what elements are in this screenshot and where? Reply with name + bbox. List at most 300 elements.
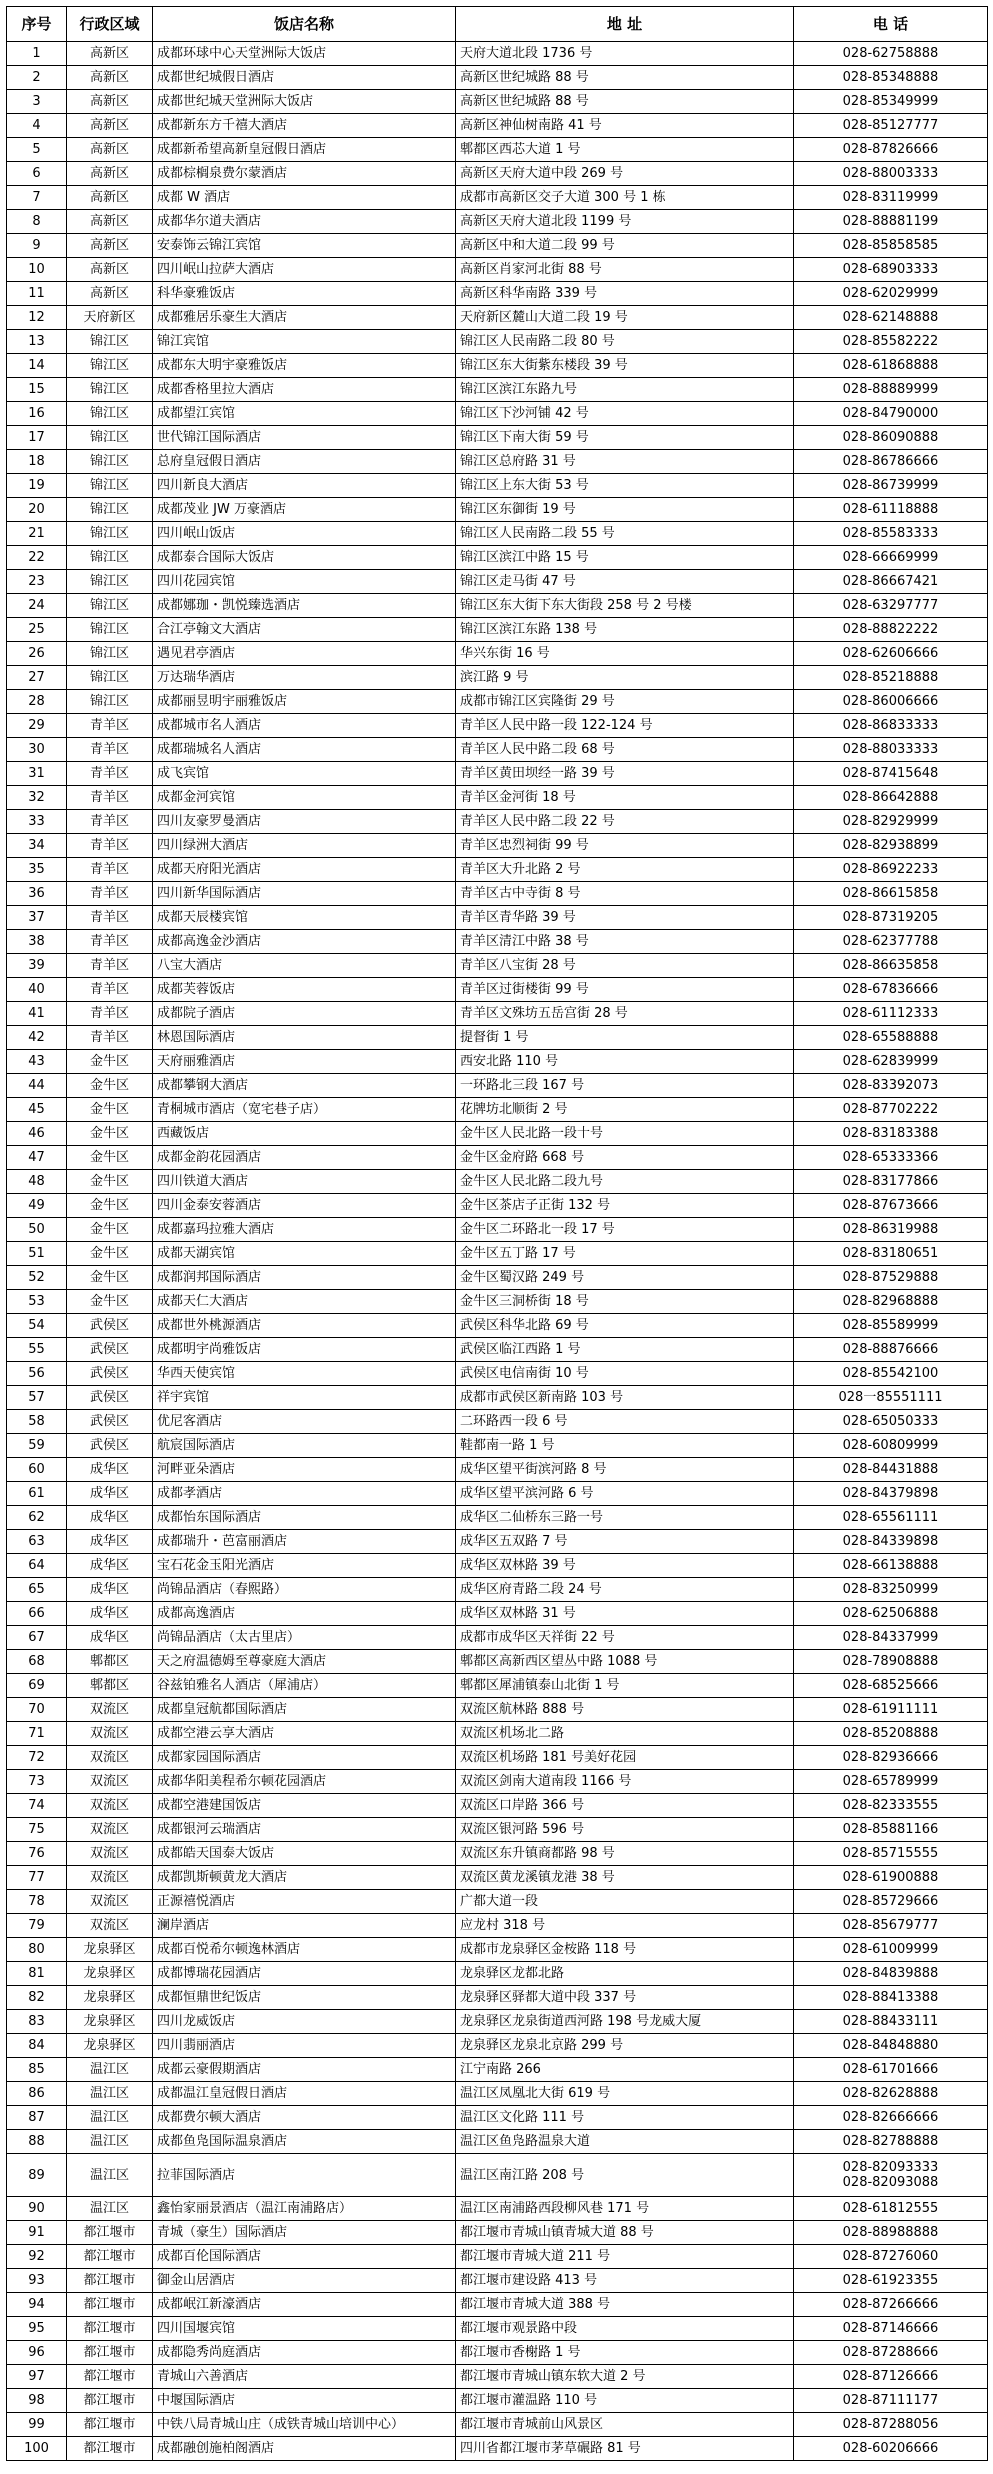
cell-phone: 028-61118888 bbox=[794, 498, 988, 522]
cell-no: 88 bbox=[7, 2130, 67, 2154]
cell-address: 都江堰市灌温路 110 号 bbox=[456, 2389, 794, 2413]
cell-phone: 028-62606666 bbox=[794, 642, 988, 666]
cell-hotel-name: 四川新华国际酒店 bbox=[153, 882, 456, 906]
table-row bbox=[7, 1218, 988, 1242]
cell-phone: 028-82333555 bbox=[794, 1794, 988, 1818]
table-row bbox=[7, 954, 988, 978]
cell-address: 郫都区西芯大道 1 号 bbox=[456, 138, 794, 162]
cell-phone: 028-63297777 bbox=[794, 594, 988, 618]
table-row bbox=[7, 2197, 988, 2221]
cell-no: 27 bbox=[7, 666, 67, 690]
cell-address: 双流区航林路 888 号 bbox=[456, 1698, 794, 1722]
cell-district: 高新区 bbox=[67, 234, 153, 258]
cell-district: 都江堰市 bbox=[67, 2341, 153, 2365]
cell-no: 86 bbox=[7, 2082, 67, 2106]
cell-hotel-name: 成都融创施柏阁酒店 bbox=[153, 2437, 456, 2461]
cell-address: 一环路北三段 167 号 bbox=[456, 1074, 794, 1098]
table-row bbox=[7, 666, 988, 690]
cell-district: 金牛区 bbox=[67, 1122, 153, 1146]
cell-no: 65 bbox=[7, 1578, 67, 1602]
cell-district: 金牛区 bbox=[67, 1146, 153, 1170]
cell-no: 72 bbox=[7, 1746, 67, 1770]
cell-address: 武侯区科华北路 69 号 bbox=[456, 1314, 794, 1338]
cell-phone: 028-62029999 bbox=[794, 282, 988, 306]
cell-address: 四川省都江堰市茅草碾路 81 号 bbox=[456, 2437, 794, 2461]
cell-phone: 028-82628888 bbox=[794, 2082, 988, 2106]
cell-phone: 028-84337999 bbox=[794, 1626, 988, 1650]
cell-address: 锦江区东御街 19 号 bbox=[456, 498, 794, 522]
cell-no: 92 bbox=[7, 2245, 67, 2269]
cell-no: 30 bbox=[7, 738, 67, 762]
cell-phone: 028-67836666 bbox=[794, 978, 988, 1002]
cell-hotel-name: 成都高逸金沙酒店 bbox=[153, 930, 456, 954]
cell-no: 37 bbox=[7, 906, 67, 930]
cell-district: 都江堰市 bbox=[67, 2413, 153, 2437]
cell-hotel-name: 成都润邦国际酒店 bbox=[153, 1266, 456, 1290]
cell-address: 高新区肖家河北街 88 号 bbox=[456, 258, 794, 282]
cell-address: 锦江区下南大街 59 号 bbox=[456, 426, 794, 450]
table-row bbox=[7, 2082, 988, 2106]
cell-phone: 028-87266666 bbox=[794, 2293, 988, 2317]
cell-address: 双流区剑南大道南段 1166 号 bbox=[456, 1770, 794, 1794]
cell-address: 青羊区大升北路 2 号 bbox=[456, 858, 794, 882]
cell-address: 双流区机场路 181 号美好花园 bbox=[456, 1746, 794, 1770]
cell-phone: 028-85582222 bbox=[794, 330, 988, 354]
cell-hotel-name: 万达瑞华酒店 bbox=[153, 666, 456, 690]
cell-district: 锦江区 bbox=[67, 330, 153, 354]
cell-phone: 028-83177866 bbox=[794, 1170, 988, 1194]
table-row bbox=[7, 570, 988, 594]
table-row bbox=[7, 1674, 988, 1698]
cell-phone: 028-83392073 bbox=[794, 1074, 988, 1098]
cell-no: 91 bbox=[7, 2221, 67, 2245]
cell-phone: 028-61911111 bbox=[794, 1698, 988, 1722]
cell-address: 龙泉驿区驿都大道中段 337 号 bbox=[456, 1986, 794, 2010]
table-row bbox=[7, 522, 988, 546]
table-row bbox=[7, 882, 988, 906]
cell-phone: 028-61112333 bbox=[794, 1002, 988, 1026]
cell-address: 都江堰市香榭路 1 号 bbox=[456, 2341, 794, 2365]
cell-address: 华兴东街 16 号 bbox=[456, 642, 794, 666]
cell-hotel-name: 成都百伦国际酒店 bbox=[153, 2245, 456, 2269]
cell-hotel-name: 成都 W 酒店 bbox=[153, 186, 456, 210]
cell-no: 51 bbox=[7, 1242, 67, 1266]
cell-phone: 028-84379898 bbox=[794, 1482, 988, 1506]
table-row bbox=[7, 810, 988, 834]
cell-no: 61 bbox=[7, 1482, 67, 1506]
cell-no: 12 bbox=[7, 306, 67, 330]
table-body bbox=[7, 42, 988, 2461]
cell-hotel-name: 世代锦江国际酒店 bbox=[153, 426, 456, 450]
cell-hotel-name: 成都费尔顿大酒店 bbox=[153, 2106, 456, 2130]
cell-no: 33 bbox=[7, 810, 67, 834]
cell-address: 青羊区人民中路一段 122-124 号 bbox=[456, 714, 794, 738]
cell-no: 54 bbox=[7, 1314, 67, 1338]
cell-no: 7 bbox=[7, 186, 67, 210]
table-row bbox=[7, 1866, 988, 1890]
cell-no: 100 bbox=[7, 2437, 67, 2461]
table-row bbox=[7, 642, 988, 666]
cell-address: 提督街 1 号 bbox=[456, 1026, 794, 1050]
cell-no: 14 bbox=[7, 354, 67, 378]
cell-phone: 028-82929999 bbox=[794, 810, 988, 834]
cell-hotel-name: 四川龙威饭店 bbox=[153, 2010, 456, 2034]
cell-no: 67 bbox=[7, 1626, 67, 1650]
table-row bbox=[7, 2437, 988, 2461]
cell-phone: 028-84790000 bbox=[794, 402, 988, 426]
cell-hotel-name: 航宸国际酒店 bbox=[153, 1434, 456, 1458]
cell-district: 双流区 bbox=[67, 1722, 153, 1746]
cell-district: 双流区 bbox=[67, 1818, 153, 1842]
cell-hotel-name: 成都金河宾馆 bbox=[153, 786, 456, 810]
cell-address: 成华区府青路二段 24 号 bbox=[456, 1578, 794, 1602]
cell-district: 青羊区 bbox=[67, 1002, 153, 1026]
cell-phone: 028-85542100 bbox=[794, 1362, 988, 1386]
cell-district: 锦江区 bbox=[67, 546, 153, 570]
table-row bbox=[7, 978, 988, 1002]
cell-hotel-name: 成都皇冠航都国际酒店 bbox=[153, 1698, 456, 1722]
table-row bbox=[7, 1170, 988, 1194]
cell-district: 高新区 bbox=[67, 90, 153, 114]
cell-district: 锦江区 bbox=[67, 426, 153, 450]
cell-address: 高新区世纪城路 88 号 bbox=[456, 66, 794, 90]
cell-no: 32 bbox=[7, 786, 67, 810]
cell-district: 双流区 bbox=[67, 1914, 153, 1938]
cell-no: 77 bbox=[7, 1866, 67, 1890]
cell-address: 成都市锦江区宾隆街 29 号 bbox=[456, 690, 794, 714]
cell-district: 温江区 bbox=[67, 2082, 153, 2106]
header-district: 行政区域 bbox=[67, 7, 153, 42]
cell-district: 温江区 bbox=[67, 2154, 153, 2197]
cell-phone: 028-88033333 bbox=[794, 738, 988, 762]
cell-district: 温江区 bbox=[67, 2058, 153, 2082]
cell-phone: 028-82938899 bbox=[794, 834, 988, 858]
cell-address: 金牛区金府路 668 号 bbox=[456, 1146, 794, 1170]
table-row bbox=[7, 2106, 988, 2130]
cell-district: 温江区 bbox=[67, 2130, 153, 2154]
cell-district: 金牛区 bbox=[67, 1098, 153, 1122]
header-phone: 电 话 bbox=[794, 7, 988, 42]
cell-district: 金牛区 bbox=[67, 1290, 153, 1314]
cell-no: 35 bbox=[7, 858, 67, 882]
cell-phone: 028-85348888 bbox=[794, 66, 988, 90]
cell-hotel-name: 成都凯斯顿黄龙大酒店 bbox=[153, 1866, 456, 1890]
cell-phone: 028-66669999 bbox=[794, 546, 988, 570]
table-row bbox=[7, 1938, 988, 1962]
table-row bbox=[7, 1794, 988, 1818]
cell-address: 锦江区下沙河铺 42 号 bbox=[456, 402, 794, 426]
cell-hotel-name: 成都院子酒店 bbox=[153, 1002, 456, 1026]
table-row bbox=[7, 930, 988, 954]
cell-phone: 028-62758888 bbox=[794, 42, 988, 66]
cell-address: 青羊区八宝街 28 号 bbox=[456, 954, 794, 978]
cell-phone: 028-66138888 bbox=[794, 1554, 988, 1578]
cell-address: 都江堰市青城大道 211 号 bbox=[456, 2245, 794, 2269]
cell-no: 36 bbox=[7, 882, 67, 906]
cell-phone: 028-61812555 bbox=[794, 2197, 988, 2221]
cell-district: 青羊区 bbox=[67, 930, 153, 954]
cell-address: 成都市龙泉驿区金桉路 118 号 bbox=[456, 1938, 794, 1962]
cell-hotel-name: 成都孝酒店 bbox=[153, 1482, 456, 1506]
cell-district: 双流区 bbox=[67, 1842, 153, 1866]
cell-address: 江宁南路 266 bbox=[456, 2058, 794, 2082]
cell-address: 金牛区三洞桥街 18 号 bbox=[456, 1290, 794, 1314]
cell-address: 锦江区东大街紫东楼段 39 号 bbox=[456, 354, 794, 378]
cell-no: 26 bbox=[7, 642, 67, 666]
cell-no: 75 bbox=[7, 1818, 67, 1842]
cell-address: 成华区双林路 31 号 bbox=[456, 1602, 794, 1626]
cell-hotel-name: 成都攀钢大酒店 bbox=[153, 1074, 456, 1098]
cell-no: 71 bbox=[7, 1722, 67, 1746]
cell-district: 高新区 bbox=[67, 114, 153, 138]
cell-hotel-name: 总府皇冠假日酒店 bbox=[153, 450, 456, 474]
cell-hotel-name: 成都东大明宇豪雅饭店 bbox=[153, 354, 456, 378]
cell-hotel-name: 青城山六善酒店 bbox=[153, 2365, 456, 2389]
table-row bbox=[7, 1506, 988, 1530]
cell-no: 24 bbox=[7, 594, 67, 618]
cell-hotel-name: 拉菲国际酒店 bbox=[153, 2154, 456, 2197]
cell-district: 都江堰市 bbox=[67, 2221, 153, 2245]
cell-phone: 028-68525666 bbox=[794, 1674, 988, 1698]
cell-district: 武侯区 bbox=[67, 1362, 153, 1386]
phone-line: 028-82093088 bbox=[842, 2175, 939, 2190]
cell-phone: 028-88889999 bbox=[794, 378, 988, 402]
header-name: 饭店名称 bbox=[153, 7, 456, 42]
cell-no: 60 bbox=[7, 1458, 67, 1482]
table-row bbox=[7, 1914, 988, 1938]
cell-hotel-name: 中堰国际酒店 bbox=[153, 2389, 456, 2413]
table-row bbox=[7, 162, 988, 186]
cell-no: 31 bbox=[7, 762, 67, 786]
cell-district: 龙泉驿区 bbox=[67, 2010, 153, 2034]
cell-address: 二环路西一段 6 号 bbox=[456, 1410, 794, 1434]
cell-hotel-name: 正源禧悦酒店 bbox=[153, 1890, 456, 1914]
cell-district: 高新区 bbox=[67, 186, 153, 210]
cell-hotel-name: 成都世纪城假日酒店 bbox=[153, 66, 456, 90]
cell-district: 成华区 bbox=[67, 1554, 153, 1578]
cell-no: 19 bbox=[7, 474, 67, 498]
cell-district: 青羊区 bbox=[67, 714, 153, 738]
cell-address: 双流区口岸路 366 号 bbox=[456, 1794, 794, 1818]
cell-phone: 028-85858585 bbox=[794, 234, 988, 258]
cell-district: 龙泉驿区 bbox=[67, 1986, 153, 2010]
table-row bbox=[7, 1962, 988, 1986]
cell-hotel-name: 成都瑞升・芭富丽酒店 bbox=[153, 1530, 456, 1554]
cell-no: 18 bbox=[7, 450, 67, 474]
cell-district: 锦江区 bbox=[67, 522, 153, 546]
cell-district: 金牛区 bbox=[67, 1194, 153, 1218]
cell-hotel-name: 四川翡丽酒店 bbox=[153, 2034, 456, 2058]
cell-district: 成华区 bbox=[67, 1602, 153, 1626]
cell-no: 55 bbox=[7, 1338, 67, 1362]
cell-phone: 028-86739999 bbox=[794, 474, 988, 498]
cell-hotel-name: 成都百悦希尔顿逸林酒店 bbox=[153, 1938, 456, 1962]
cell-hotel-name: 成都空港云享大酒店 bbox=[153, 1722, 456, 1746]
cell-district: 武侯区 bbox=[67, 1338, 153, 1362]
cell-district: 青羊区 bbox=[67, 834, 153, 858]
cell-district: 龙泉驿区 bbox=[67, 2034, 153, 2058]
cell-district: 青羊区 bbox=[67, 810, 153, 834]
table-row bbox=[7, 1698, 988, 1722]
cell-address: 花牌坊北顺街 2 号 bbox=[456, 1098, 794, 1122]
cell-hotel-name: 成都明宇尚雅饭店 bbox=[153, 1338, 456, 1362]
cell-hotel-name: 四川新良大酒店 bbox=[153, 474, 456, 498]
table-row bbox=[7, 402, 988, 426]
cell-district: 双流区 bbox=[67, 1770, 153, 1794]
cell-no: 5 bbox=[7, 138, 67, 162]
cell-phone: 028-87111177 bbox=[794, 2389, 988, 2413]
cell-hotel-name: 成都世外桃源酒店 bbox=[153, 1314, 456, 1338]
cell-district: 双流区 bbox=[67, 1794, 153, 1818]
table-row bbox=[7, 1842, 988, 1866]
cell-hotel-name: 成都鱼凫国际温泉酒店 bbox=[153, 2130, 456, 2154]
cell-district: 青羊区 bbox=[67, 882, 153, 906]
cell-address: 龙泉驿区龙泉街道西河路 198 号龙威大厦 bbox=[456, 2010, 794, 2034]
table-row bbox=[7, 66, 988, 90]
cell-address: 都江堰市观景路中段 bbox=[456, 2317, 794, 2341]
cell-address: 成华区二仙桥东三路一号 bbox=[456, 1506, 794, 1530]
cell-address: 成都市武侯区新南路 103 号 bbox=[456, 1386, 794, 1410]
cell-hotel-name: 成都环球中心天堂洲际大饭店 bbox=[153, 42, 456, 66]
table-row bbox=[7, 1122, 988, 1146]
cell-district: 温江区 bbox=[67, 2106, 153, 2130]
table-row bbox=[7, 2245, 988, 2269]
cell-no: 94 bbox=[7, 2293, 67, 2317]
cell-phone: 028-87288666 bbox=[794, 2341, 988, 2365]
table-row bbox=[7, 498, 988, 522]
cell-phone: 028-88988888 bbox=[794, 2221, 988, 2245]
cell-hotel-name: 成都新希望高新皇冠假日酒店 bbox=[153, 138, 456, 162]
cell-district: 金牛区 bbox=[67, 1074, 153, 1098]
cell-hotel-name: 林恩国际酒店 bbox=[153, 1026, 456, 1050]
cell-hotel-name: 天府丽雅酒店 bbox=[153, 1050, 456, 1074]
cell-address: 龙泉驿区龙都北路 bbox=[456, 1962, 794, 1986]
cell-phone: 028-86922233 bbox=[794, 858, 988, 882]
cell-phone: 028-88876666 bbox=[794, 1338, 988, 1362]
cell-district: 武侯区 bbox=[67, 1386, 153, 1410]
cell-district: 青羊区 bbox=[67, 762, 153, 786]
cell-address: 高新区科华南路 339 号 bbox=[456, 282, 794, 306]
cell-phone: 028-86635858 bbox=[794, 954, 988, 978]
table-row bbox=[7, 1026, 988, 1050]
table-row bbox=[7, 474, 988, 498]
cell-address: 锦江区总府路 31 号 bbox=[456, 450, 794, 474]
cell-address: 成都市高新区交子大道 300 号 1 栋 bbox=[456, 186, 794, 210]
cell-phone: 028-86090888 bbox=[794, 426, 988, 450]
cell-no: 89 bbox=[7, 2154, 67, 2197]
cell-district: 高新区 bbox=[67, 258, 153, 282]
cell-hotel-name: 安泰饰云锦江宾馆 bbox=[153, 234, 456, 258]
cell-no: 63 bbox=[7, 1530, 67, 1554]
header-no: 序号 bbox=[7, 7, 67, 42]
cell-address: 锦江区上东大街 53 号 bbox=[456, 474, 794, 498]
cell-phone: 028-85729666 bbox=[794, 1890, 988, 1914]
cell-phone: 028-84339898 bbox=[794, 1530, 988, 1554]
table-row bbox=[7, 1626, 988, 1650]
cell-hotel-name: 成都隐秀尚庭酒店 bbox=[153, 2341, 456, 2365]
cell-address: 金牛区蜀汉路 249 号 bbox=[456, 1266, 794, 1290]
cell-phone: 028-84431888 bbox=[794, 1458, 988, 1482]
cell-hotel-name: 成都怡东国际酒店 bbox=[153, 1506, 456, 1530]
cell-hotel-name: 四川花园宾馆 bbox=[153, 570, 456, 594]
cell-address: 鞋都南一路 1 号 bbox=[456, 1434, 794, 1458]
cell-address: 武侯区电信南街 10 号 bbox=[456, 1362, 794, 1386]
cell-address: 都江堰市青城大道 388 号 bbox=[456, 2293, 794, 2317]
cell-district: 金牛区 bbox=[67, 1242, 153, 1266]
table-row bbox=[7, 546, 988, 570]
cell-address: 都江堰市青城山镇青城大道 88 号 bbox=[456, 2221, 794, 2245]
cell-hotel-name: 青桐城市酒店（宽宅巷子店） bbox=[153, 1098, 456, 1122]
table-row bbox=[7, 1986, 988, 2010]
table-row bbox=[7, 114, 988, 138]
cell-phone: 028-84848880 bbox=[794, 2034, 988, 2058]
cell-no: 87 bbox=[7, 2106, 67, 2130]
cell-district: 锦江区 bbox=[67, 450, 153, 474]
cell-district: 高新区 bbox=[67, 138, 153, 162]
cell-phone: 028-60206666 bbox=[794, 2437, 988, 2461]
cell-phone: 028-88433111 bbox=[794, 2010, 988, 2034]
cell-hotel-name: 成都茂业 JW 万豪酒店 bbox=[153, 498, 456, 522]
cell-phone: 028-87319205 bbox=[794, 906, 988, 930]
cell-district: 青羊区 bbox=[67, 978, 153, 1002]
cell-hotel-name: 成飞宾馆 bbox=[153, 762, 456, 786]
cell-district: 双流区 bbox=[67, 1698, 153, 1722]
table-row bbox=[7, 858, 988, 882]
cell-phone: 028-82936666 bbox=[794, 1746, 988, 1770]
cell-hotel-name: 河畔亚朵酒店 bbox=[153, 1458, 456, 1482]
cell-hotel-name: 合江亭翰文大酒店 bbox=[153, 618, 456, 642]
cell-address: 温江区南浦路西段柳风巷 171 号 bbox=[456, 2197, 794, 2221]
table-row bbox=[7, 2341, 988, 2365]
cell-address: 滨江路 9 号 bbox=[456, 666, 794, 690]
cell-no: 43 bbox=[7, 1050, 67, 1074]
cell-district: 锦江区 bbox=[67, 474, 153, 498]
cell-no: 85 bbox=[7, 2058, 67, 2082]
cell-no: 78 bbox=[7, 1890, 67, 1914]
cell-address: 锦江区走马街 47 号 bbox=[456, 570, 794, 594]
cell-phone: 028-85583333 bbox=[794, 522, 988, 546]
table-row bbox=[7, 1602, 988, 1626]
cell-district: 郫都区 bbox=[67, 1674, 153, 1698]
table-row bbox=[7, 450, 988, 474]
cell-district: 龙泉驿区 bbox=[67, 1962, 153, 1986]
cell-no: 82 bbox=[7, 1986, 67, 2010]
cell-phone: 028-62148888 bbox=[794, 306, 988, 330]
cell-address: 金牛区五丁路 17 号 bbox=[456, 1242, 794, 1266]
cell-district: 成华区 bbox=[67, 1578, 153, 1602]
cell-hotel-name: 谷兹铂雅名人酒店（犀浦店） bbox=[153, 1674, 456, 1698]
cell-phone: 028-85589999 bbox=[794, 1314, 988, 1338]
cell-address: 锦江区滨江东路九号 bbox=[456, 378, 794, 402]
table-row bbox=[7, 1338, 988, 1362]
cell-address: 锦江区滨江东路 138 号 bbox=[456, 618, 794, 642]
cell-no: 47 bbox=[7, 1146, 67, 1170]
cell-address: 成都市成华区天祥街 22 号 bbox=[456, 1626, 794, 1650]
table-row bbox=[7, 1890, 988, 1914]
cell-hotel-name: 成都高逸酒店 bbox=[153, 1602, 456, 1626]
cell-no: 44 bbox=[7, 1074, 67, 1098]
cell-address: 都江堰市青城山镇东软大道 2 号 bbox=[456, 2365, 794, 2389]
cell-district: 高新区 bbox=[67, 66, 153, 90]
table-row bbox=[7, 2389, 988, 2413]
cell-phone: 028-61923355 bbox=[794, 2269, 988, 2293]
cell-address: 温江区南江路 208 号 bbox=[456, 2154, 794, 2197]
cell-district: 锦江区 bbox=[67, 378, 153, 402]
cell-district: 青羊区 bbox=[67, 906, 153, 930]
cell-address: 高新区天府大道中段 269 号 bbox=[456, 162, 794, 186]
cell-address: 青羊区黄田坝经一路 39 号 bbox=[456, 762, 794, 786]
table-row bbox=[7, 330, 988, 354]
